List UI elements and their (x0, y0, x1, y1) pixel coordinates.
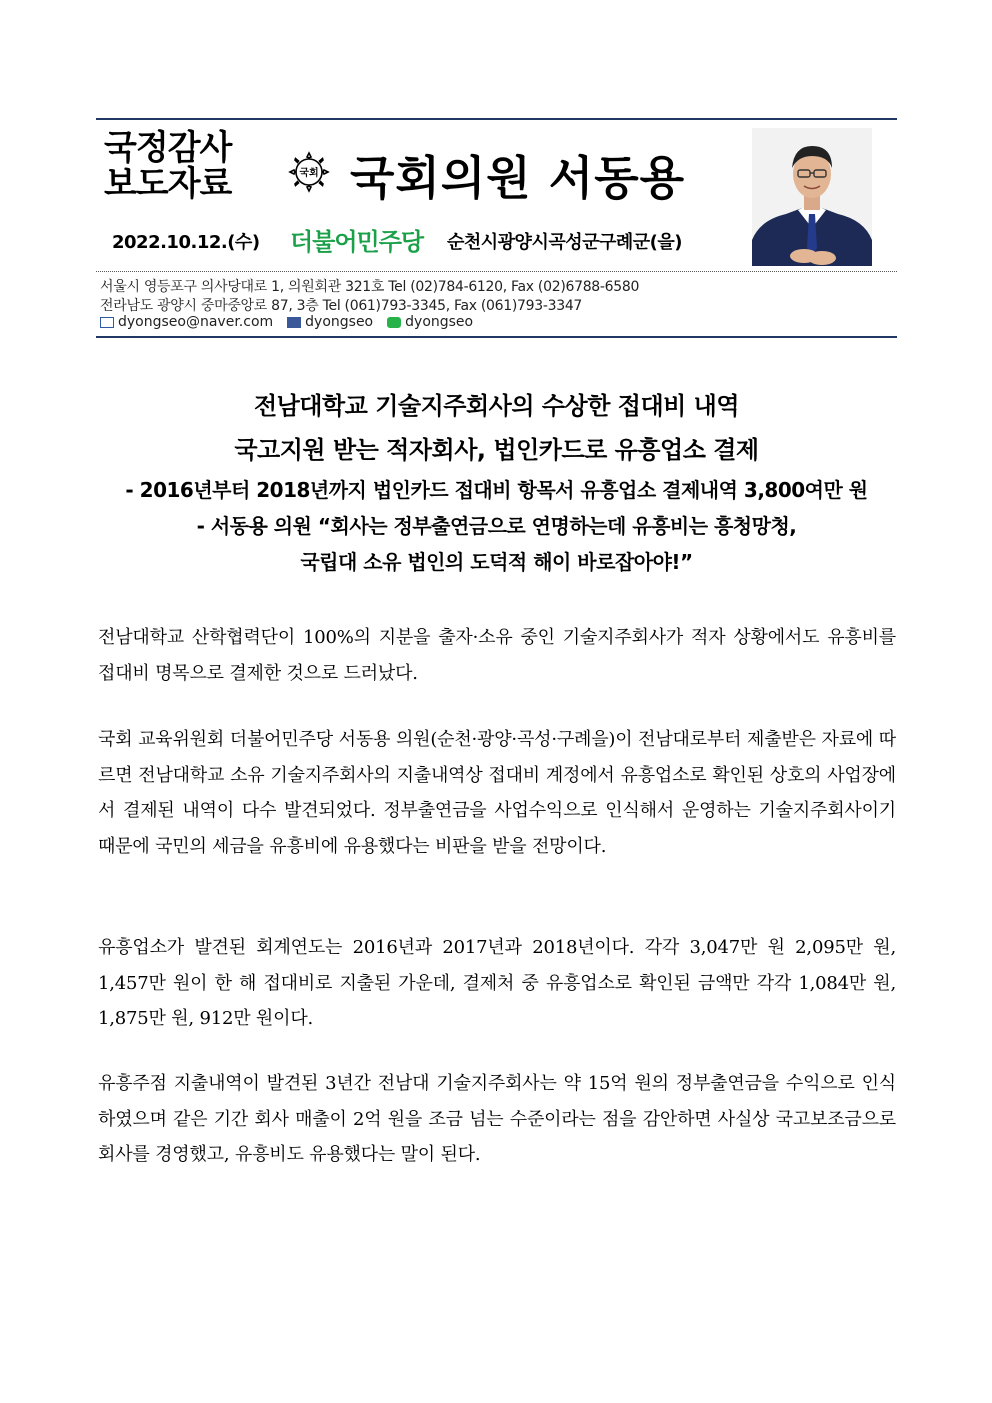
blog-icon (387, 317, 401, 328)
body-paragraph-2: 국회 교육위원회 더불어민주당 서동용 의원(순천·광양·곡성·구례을)이 전남대로부터 제출받은 자료에 따르면 전남대학교 소유 기술지주회사의 지출내역상 접대비 계정에서 유흥업소로 확인된 상호의 사업장에서 결제된 내역이 다수 발견되었다. 정부출연금을 사업수익으로 인식해서 운영하는 기술지주회사이기 때문에 국민의 세금을 유흥비에 유용했다는 비판을 받을 전망이다. (98, 729, 896, 857)
header-bottom-rule (96, 336, 897, 338)
release-type-line2: 보도자료 (104, 164, 232, 204)
emblem-text: 국회 (299, 168, 319, 179)
lawmaker-photo (752, 128, 872, 266)
body-paragraph-4: 유흥주점 지출내역이 발견된 3년간 전남대 기술지주회사는 약 15억 원의 정부출연금을 수익으로 인식하였으며 같은 기간 회사 매출이 2억 원을 조금 넘는 수준이라는 점을 감안하면 사실상 국고보조금으로 회사를 경영했고, 유흥비도 유용했다는 말이 된다. (98, 1073, 896, 1165)
national-assembly-emblem-icon (287, 150, 331, 194)
subheadline-1: - 2016년부터 2018년까지 법인카드 접대비 항목서 유흥업소 결제내역 3,800여만 원 (125, 478, 868, 502)
release-type-line1: 국정감사 (104, 128, 232, 168)
district-label: 순천시광양시곡성군구례군(을) (447, 232, 682, 253)
email-link[interactable]: dyongseo@naver.com (118, 314, 274, 330)
press-headlines (96, 384, 897, 580)
subheadline-2: - 서동용 의원 “회사는 정부출연금으로 연명하는데 유흥비는 흥청망청, (196, 514, 797, 538)
headline-2: 국고지원 받는 적자회사, 법인카드로 유흥업소 결제 (234, 436, 759, 464)
subheadline-3: 국립대 소유 법인의 도덕적 해이 바로잡아야!” (300, 550, 693, 574)
local-office-address: 전라남도 광양시 중마중앙로 87, 3층 Tel (061)793-3345, Fax (061)793-3347 (100, 298, 583, 314)
body-paragraph-1: 전남대학교 산학협력단이 100%의 지분을 출자·소유 중인 기술지주회사가 적자 상황에서도 유흥비를 접대비 명목으로 결제한 것으로 드러났다. (98, 627, 896, 684)
mail-icon (100, 317, 114, 328)
facebook-link[interactable]: dyongseo (305, 314, 374, 330)
page-title: 국회의원 서동용 (350, 151, 686, 205)
party-logo: 더불어민주당 (290, 228, 424, 256)
headline-1: 전남대학교 기술지주회사의 수상한 접대비 내역 (253, 392, 740, 420)
sns-contacts (100, 314, 473, 330)
release-date: 2022.10.12.(수) (112, 232, 260, 253)
body-paragraph-3: 유흥업소가 발견된 회계연도는 2016년과 2017년과 2018년이다. 각각 3,047만 원 2,095만 원, 1,457만 원이 한 해 접대비로 지출된 가운데, 결제처 중 유흥업소로 확인된 금액만 각각 1,084만 원, 1,875만 원, 912만 원이다. (98, 937, 896, 1029)
blog-link[interactable]: dyongseo (405, 314, 474, 330)
facebook-icon (287, 317, 301, 328)
header-dotted-divider (96, 271, 897, 272)
header-top-rule (96, 118, 897, 120)
seoul-address: 서울시 영등포구 의사당대로 1, 의원회관 321호 Tel (02)784-6120, Fax (02)6788-6580 (100, 279, 640, 295)
release-type-label (104, 130, 231, 202)
